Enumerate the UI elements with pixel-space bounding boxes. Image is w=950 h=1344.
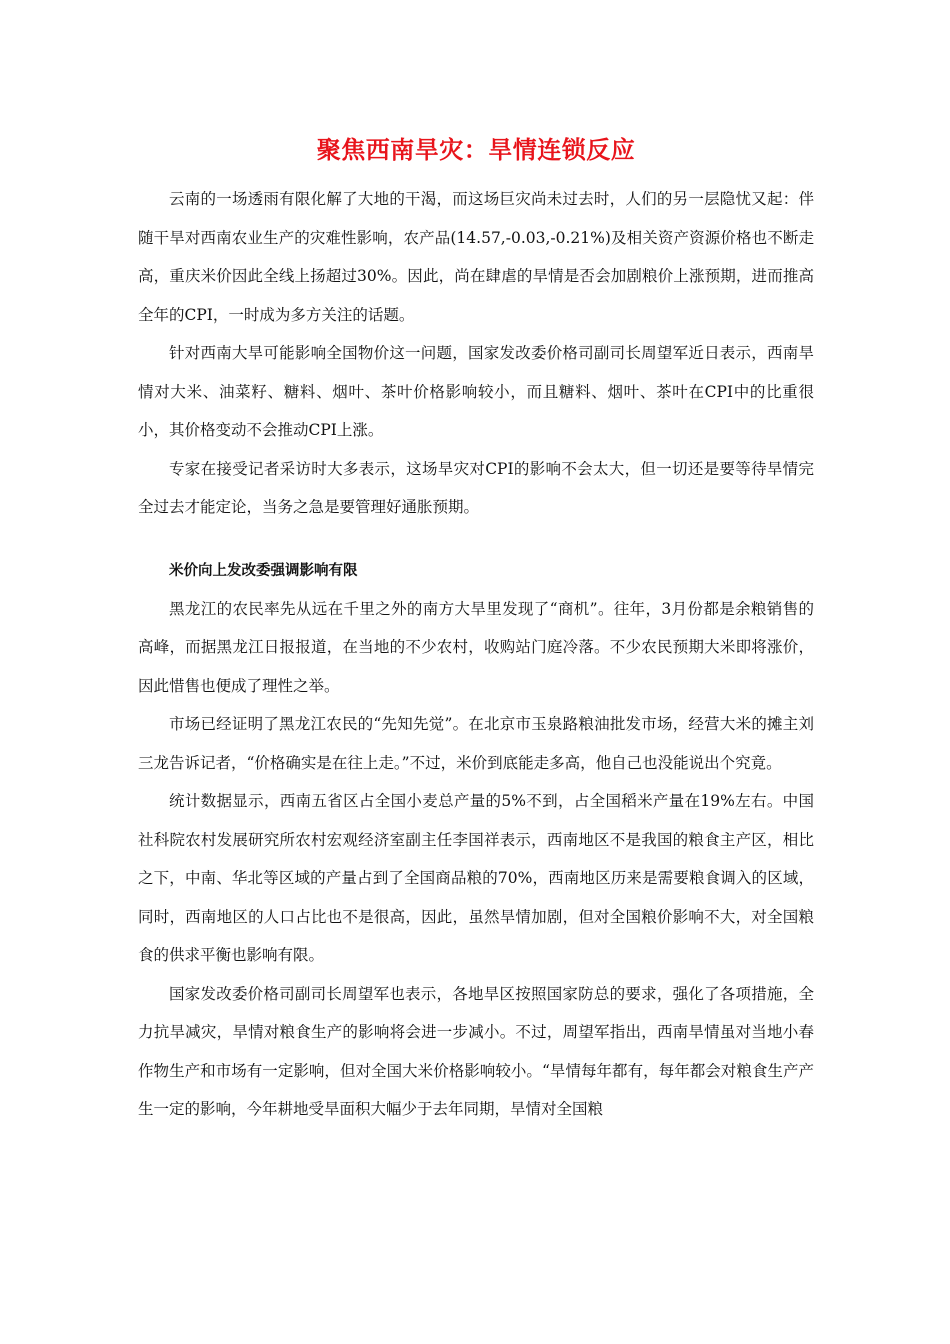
- document-title: 聚焦西南旱灾：旱情连锁反应: [316, 136, 636, 164]
- section-paragraph-1: 黑龙江的农民率先从远在千里之外的南方大旱里发现了“商机”。往年，3月份都是余粮销售的高峰，而据黑龙江日报报道，在当地的不少农村，收购站门庭冷落。不少农民预期大米即将涨价，因此惜售也便成了理性之举。: [138, 599, 814, 695]
- intro-paragraph-2: 针对西南大旱可能影响全国物价这一问题，国家发改委价格司副司长周望军近日表示，西南旱情对大米、油菜籽、糖料、烟叶、茶叶价格影响较小，而且糖料、烟叶、茶叶在CPI中的比重很小，其价格变动不会推动CPI上涨。: [138, 344, 814, 439]
- intro-paragraph-1: 云南的一场透雨有限化解了大地的干渴，而这场巨灾尚未过去时，人们的另一层隐忧又起：伴随干旱对西南农业生产的灾难性影响，农产品(14.57,-0.03,-0.21%)及相关资产资源价格也不断走高，重庆米价因此全线上扬超过30%。因此，尚在肆虐的旱情是否会加剧粮价上涨预期，进而推高全年的CPI，一时成为多方关注的话题。: [138, 190, 814, 324]
- section-paragraph-3: 统计数据显示，西南五省区占全国小麦总产量的5%不到，占全国稻米产量在19%左右。中国社科院农村发展研究所农村宏观经济室副主任李国祥表示，西南地区不是我国的粮食主产区，相比之下，中南、华北等区域的产量占到了全国商品粮的70%，西南地区历来是需要粮食调入的区域，同时，西南地区的人口占比也不是很高，因此，虽然旱情加剧，但对全国粮价影响不大，对全国粮食的供求平衡也影响有限。: [138, 792, 814, 964]
- section-heading: 米价向上发改委强调影响有限: [169, 562, 358, 579]
- intro-paragraph-3: 专家在接受记者采访时大多表示，这场旱灾对CPI的影响不会太大，但一切还是要等待旱情完全过去才能定论，当务之急是要管理好通胀预期。: [138, 459, 814, 516]
- section-paragraph-2: 市场已经证明了黑龙江农民的“先知先觉”。在北京市玉泉路粮油批发市场，经营大米的摊主刘三龙告诉记者，“价格确实是在往上走。”不过，米价到底能走多高，他自己也没能说出个究竟。: [138, 715, 814, 772]
- section-paragraph-4: 国家发改委价格司副司长周望军也表示，各地旱区按照国家防总的要求，强化了各项措施，全力抗旱减灾，旱情对粮食生产的影响将会进一步减小。不过，周望军指出，西南旱情虽对当地小春作物生产和市场有一定影响，但对全国大米价格影响较小。“旱情每年都有，每年都会对粮食生产产生一定的影响，今年耕地受旱面积大幅少于去年同期，旱情对全国粮: [138, 984, 814, 1118]
